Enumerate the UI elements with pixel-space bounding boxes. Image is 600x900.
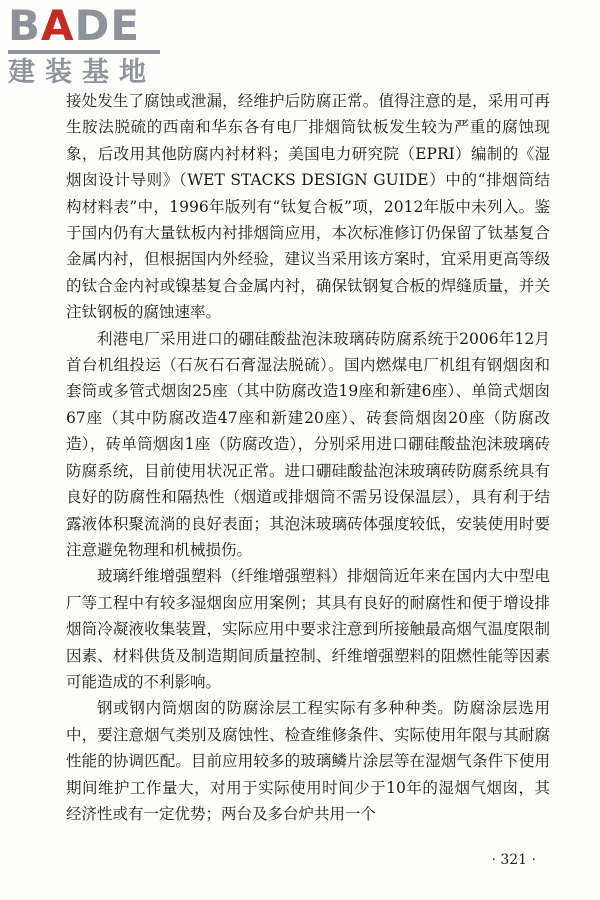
logo-accent-letter: A (41, 1, 75, 50)
logo-wordmark: BADE (8, 1, 141, 50)
paragraph-1: 接处发生了腐蚀或泄漏，经维护后防腐正常。值得注意的是，采用可再生胺法脱硫的西南和华东各有电厂排烟筒钛板发生较为严重的腐蚀现象，后改用其他防腐内衬材料；美国电力研究院（EPRI）编制的《湿烟囱设计导则》（WET STACKS DESIGN GUIDE）中的“排烟筒结构材料表”中，1996年版列有“钛复合板”项，2012年版中未列入。鉴于国内仍有大量钛板内衬排烟筒应用，本次标准修订仍保留了钛基复合金属内衬，但根据国内外经验，建议当采用该方案时，宜采用更高等级的钛合金内衬或镍基复合金属内衬，确保钛钢复合板的焊缝质量，并关注钛钢板的腐蚀速率。 (66, 92, 550, 322)
bade-logo (8, 1, 160, 88)
paragraph-2: 利港电厂采用进口的硼硅酸盐泡沫玻璃砖防腐系统于2006年12月首台机组投运（石灰石石膏湿法脱硫）。国内燃煤电厂机组有钢烟囱和套筒或多管式烟囱25座（其中防腐改造19座和新建6座）、单筒式烟囱67座（其中防腐改造47座和新建20座）、砖套筒烟囱20座（防腐改造），砖单筒烟囱1座（防腐改造），分别采用进口硼硅酸盐泡沫玻璃砖防腐系统，目前使用状况正常。进口硼硅酸盐泡沫玻璃砖防腐系统具有良好的防腐性和隔热性（烟道或排烟筒不需另设保温层），具有利于结露液体积聚流淌的良好表面；其泡沫玻璃砖体强度较低，安装使用时要注意避免物理和机械损伤。 (66, 329, 550, 559)
logo-divider (8, 50, 160, 54)
logo-chinese-text: 建装基地 (8, 57, 156, 88)
page-body (66, 88, 550, 827)
page-number: · 321 · (491, 852, 536, 868)
paragraph-3: 玻璃纤维增强塑料（纤维增强塑料）排烟筒近年来在国内大中型电厂等工程中有较多湿烟囱应用案例；其具有良好的耐腐性和便于增设排烟筒冷凝液收集装置，实际应用中要求注意到所接触最高烟气温度限制因素、材料供货及制造期间质量控制、纤维增强塑料的阻燃性能等因素可能造成的不利影响。 (66, 567, 550, 691)
paragraph-4: 钢或钢内筒烟囱的防腐涂层工程实际有多种种类。防腐涂层选用中，要注意烟气类别及腐蚀性、检查维修条件、实际使用年限与其耐腐性能的协调匹配。目前应用较多的玻璃鳞片涂层等在湿烟气条件下使用期间维护工作量大，对用于实际使用时间少于10年的湿烟气烟囱，其经济性或有一定优势；两台及多台炉共用一个 (66, 699, 550, 823)
